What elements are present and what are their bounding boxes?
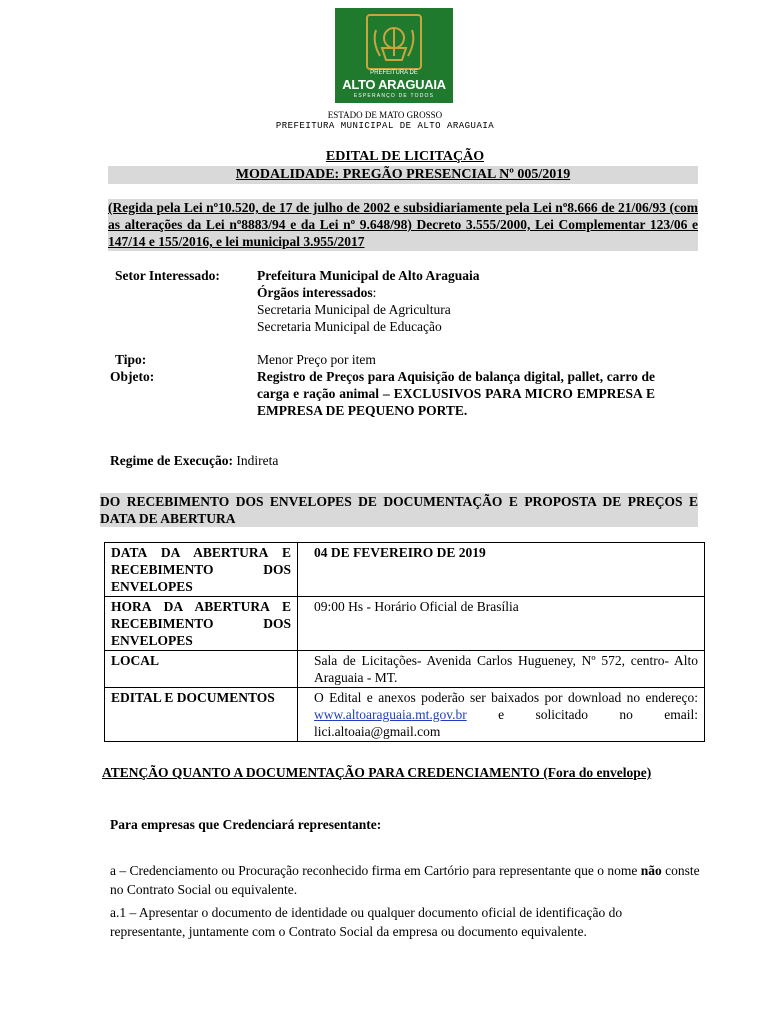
logo-line3: ESPERANÇO DE TODOS [353, 93, 435, 99]
object-value: Registro de Preços para Aquisição de balança digital, pallet, carro de carga e ração animal – EXCLUSIVOS PARA MICRO EMPRESA E EMPRESA DE PEQUENO PORTE. [257, 369, 655, 418]
organs-colon: : [372, 285, 377, 300]
organ-education: Secretaria Municipal de Educação [257, 319, 442, 334]
logo-line1: PREFEITURA DE [370, 70, 418, 76]
opening-info-table [104, 542, 705, 742]
item-a1: a.1 – Apresentar o documento de identidade ou qualquer documento oficial de identificação do representante, juntamente com o Contrato Social da empresa ou documento equivalente. [110, 905, 623, 939]
location-value: Sala de Licitações- Avenida Carlos Hugueney, Nº 572, centro- Alto Araguaia - MT. [298, 651, 705, 688]
section-heading: DO RECEBIMENTO DOS ENVELOPES DE DOCUMENTAÇÃO E PROPOSTA DE PREÇOS E DATA DE ABERTURA [100, 494, 698, 526]
organ-agriculture: Secretaria Municipal de Agricultura [257, 302, 451, 317]
opening-time-value: 09:00 Hs - Horário Oficial de Brasília [298, 597, 705, 651]
edital-docs-text: O Edital e anexos poderão ser baixados por download no endereço: [314, 690, 698, 705]
object-label: Objeto: [110, 369, 155, 384]
modality-title: MODALIDADE: PREGÃO PRESENCIAL Nº 005/2019 [108, 166, 698, 184]
edital-docs-email: e solicitado no email: lici.altoaia@gmail.com [314, 707, 698, 739]
location-label: LOCAL [105, 651, 298, 688]
opening-date-label: DATA DA ABERTURA E RECEBIMENTO DOS ENVELOPES [105, 543, 298, 597]
document-title: EDITAL DE LICITAÇÃO [325, 149, 485, 164]
opening-date-value: 04 DE FEVEREIRO DE 2019 [298, 543, 705, 597]
website-link[interactable]: www.altoaraguaia.mt.gov.br [314, 707, 467, 722]
municipality-logo [335, 8, 453, 103]
organs-label: Órgãos interessados [257, 285, 373, 300]
regime-line [110, 452, 278, 469]
table-row [105, 688, 705, 742]
municipality-header: PREFEITURA MUNICIPAL DE ALTO ARAGUAIA [275, 121, 495, 131]
logo-line2: ALTO ARAGUAIA [342, 77, 446, 92]
edital-docs-value [298, 688, 705, 742]
sector-name: Prefeitura Municipal de Alto Araguaia [257, 268, 480, 283]
credential-subheading: Para empresas que Credenciará representante: [110, 817, 382, 832]
sector-label: Setor Interessado: [115, 268, 220, 283]
table-row [105, 597, 705, 651]
table-row [105, 543, 705, 597]
type-label: Tipo: [115, 352, 147, 367]
edital-docs-label: EDITAL E DOCUMENTOS [105, 688, 298, 742]
coat-of-arms-icon [366, 14, 422, 70]
table-row [105, 651, 705, 688]
type-value: Menor Preço por item [257, 352, 376, 367]
item-a-text-end: conste no Contrato Social ou equivalente. [110, 863, 700, 897]
item-a-text: a – Credenciamento ou Procuração reconhecido firma em Cartório para representante que o nome [110, 863, 638, 878]
legal-basis: (Regida pela Lei nº10.520, de 17 de julho de 2002 e subsidiariamente pela Lei nº8.666 de 21/06/93 (com as alterações da Lei nº8883/94 e da Lei nº 9.648/98) Decreto 3.555/2000, Lei Complementar 123/06 e 147/14 e 155/2016, e lei municipal 3.955/2017 [108, 200, 698, 249]
organs-heading [257, 284, 376, 301]
attention-heading: ATENÇÃO QUANTO A DOCUMENTAÇÃO PARA CREDENCIAMENTO (Fora do envelope) [102, 765, 652, 780]
regime-value: Indireta [236, 453, 279, 468]
opening-time-label: HORA DA ABERTURA E RECEBIMENTO DOS ENVELOPES [105, 597, 298, 651]
state-header: ESTADO DE MATO GROSSO [327, 110, 443, 120]
regime-label: Regime de Execução: [110, 453, 233, 468]
item-a [110, 861, 700, 899]
item-a-emphasis: não [640, 863, 662, 878]
